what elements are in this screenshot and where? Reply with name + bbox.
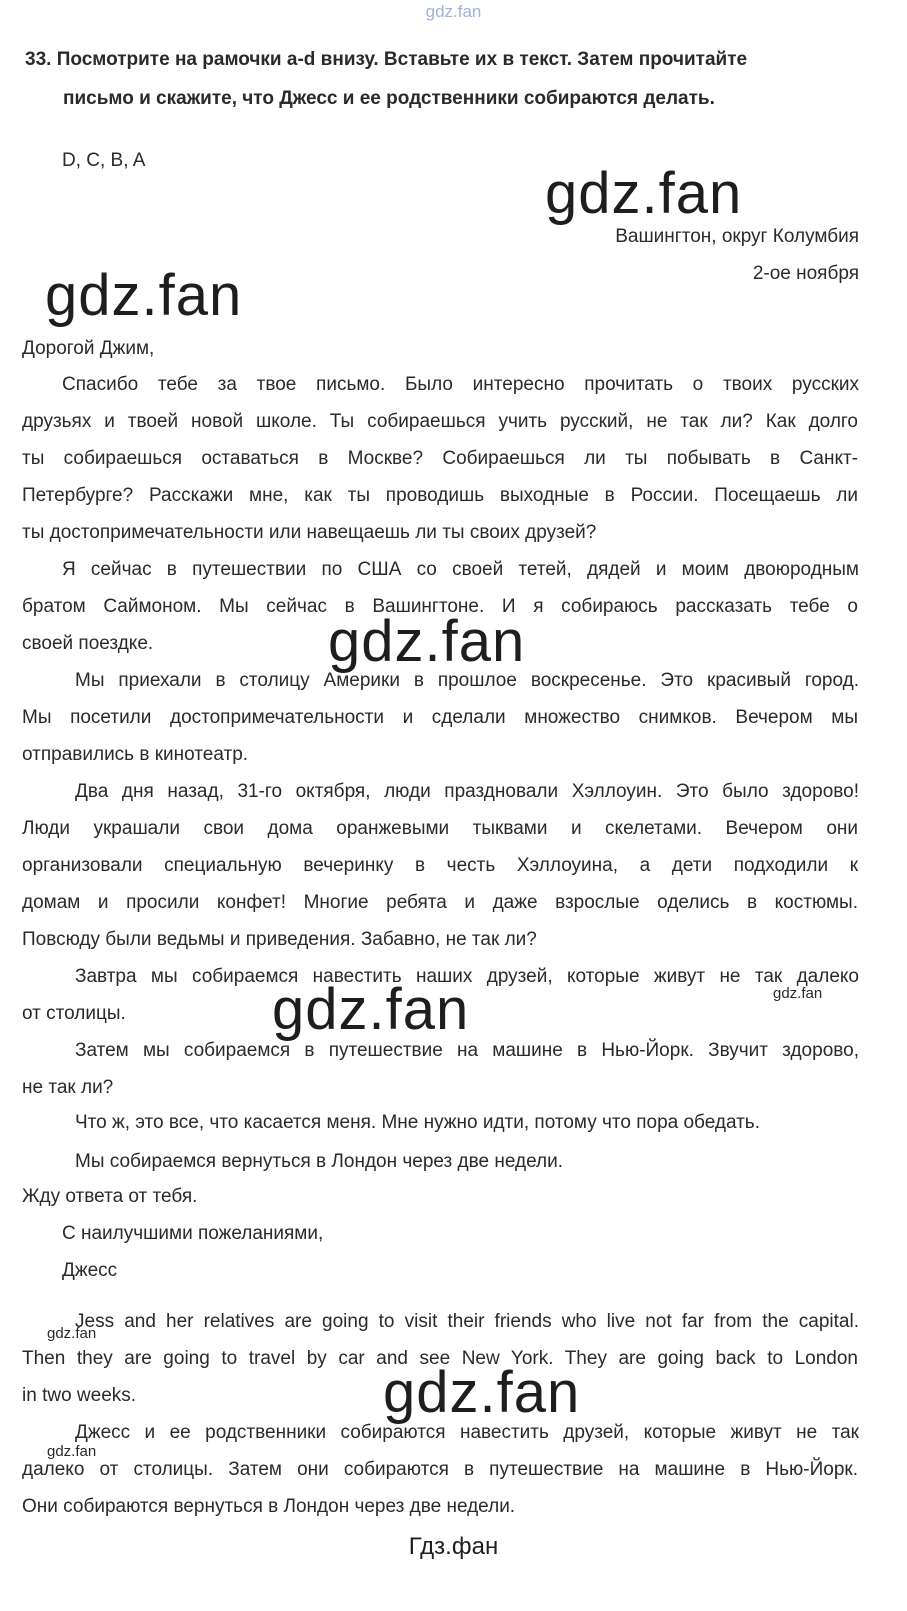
summary-ru-line: Джесс и ее родственники собираются навестить друзей, которые живут не так [75, 1422, 859, 1443]
letter-p3-line: Мы приехали в столицу Америки в прошлое воскресенье. Это красивый город. [75, 670, 859, 691]
letter-p8-line: Мы собираемся вернуться в Лондон через две недели. [75, 1151, 563, 1172]
summary-en-line: in two weeks. [22, 1385, 137, 1406]
summary-en-line: Then they are going to travel by car and see New York. They are going back to London [22, 1348, 858, 1369]
watermark-small: gdz.fan [47, 1325, 97, 1342]
watermark-small: gdz.fan [47, 1443, 97, 1460]
letter-p2-line: Я сейчас в путешествии по США со своей тетей, дядей и моим двоюродным [62, 559, 859, 580]
task-heading-line-2: письмо и скажите, что Джесс и ее родственники собираются делать. [63, 88, 715, 109]
letter-p4-line: организовали специальную вечеринку в честь Хэллоуина, а дети подходили к [22, 855, 858, 876]
summary-ru-line: Они собираются вернуться в Лондон через две недели. [22, 1496, 516, 1517]
letter-p5-line: от столицы. [22, 1003, 126, 1024]
letter-p1-line: друзьях и твоей новой школе. Ты собираешься учить русский, не так ли? Как долго [22, 411, 858, 432]
answer-sequence: D, C, B, A [62, 150, 146, 171]
letter-p4-line: домам и просили конфет! Многие ребята и даже взрослые оделись в костюмы. [22, 892, 858, 913]
summary-ru-line: далеко от столицы. Затем они собираются в путешествие на машине в Нью-Йорк. [22, 1459, 858, 1480]
task-heading-line-1: 33. Посмотрите на рамочки a-d внизу. Вставьте их в текст. Затем прочитайте [25, 49, 748, 70]
letter-p3-line: отправились в кинотеатр. [22, 744, 249, 765]
watermark: gdz.fan [272, 977, 470, 1042]
letter-p1-line: Петербурге? Расскажи мне, как ты проводишь выходные в России. Посещаешь ли [22, 485, 858, 506]
watermark: gdz.fan [328, 609, 526, 674]
footer-label: Гдз.фан [408, 1533, 499, 1560]
letter-p2-line: братом Саймоном. Мы сейчас в Вашингтоне. И я собираюсь рассказать тебе о [22, 596, 858, 617]
summary-en-line: Jess and her relatives are going to visit their friends who live not far from the capital. [75, 1311, 859, 1332]
letter-p1-line: Спасибо тебе за твое письмо. Было интересно прочитать о твоих русских [62, 374, 859, 395]
letter-greeting: Дорогой Джим, [22, 338, 155, 359]
letter-closing-wishes: С наилучшими пожеланиями, [62, 1223, 324, 1244]
letter-p1-line: ты достопримечательности или навещаешь ли ты своих друзей? [22, 522, 597, 543]
letter-p3-line: Мы посетили достопримечательности и сделали множество снимков. Вечером мы [22, 707, 858, 728]
letter-place: Вашингтон, округ Колумбия [615, 226, 859, 247]
watermark-small: gdz.fan [773, 985, 823, 1002]
task-heading [25, 40, 747, 118]
watermark: gdz.fan [545, 161, 743, 226]
watermark: gdz.fan [45, 263, 243, 328]
letter-p4-line: Повсюду были ведьмы и приведения. Забавно, не так ли? [22, 929, 537, 950]
letter-p4-line: Два дня назад, 31-го октября, люди праздновали Хэллоуин. Это было здорово! [75, 781, 859, 802]
letter-p4-line: Люди украшали свои дома оранжевыми тыквами и скелетами. Вечером они [22, 818, 858, 839]
letter-p2-line: своей поездке. [22, 633, 154, 654]
letter-p5-line: Завтра мы собираемся навестить наших друзей, которые живут не так далеко [75, 966, 859, 987]
watermark-top: gdz.fan [425, 2, 482, 21]
letter-signature: Джесс [62, 1260, 118, 1281]
letter-closing: Жду ответа от тебя. [22, 1186, 198, 1207]
watermark: gdz.fan [383, 1360, 581, 1425]
letter-p7-line: Что ж, это все, что касается меня. Мне нужно идти, потому что пора обедать. [75, 1112, 760, 1133]
letter-p1-line: ты собираешься оставаться в Москве? Собираешься ли ты побывать в Санкт- [22, 448, 858, 469]
letter-p6-line: не так ли? [22, 1077, 114, 1098]
letter-p6-line: Затем мы собираемся в путешествие на машине в Нью-Йорк. Звучит здорово, [75, 1040, 859, 1061]
letter-date: 2-ое ноября [752, 263, 859, 284]
